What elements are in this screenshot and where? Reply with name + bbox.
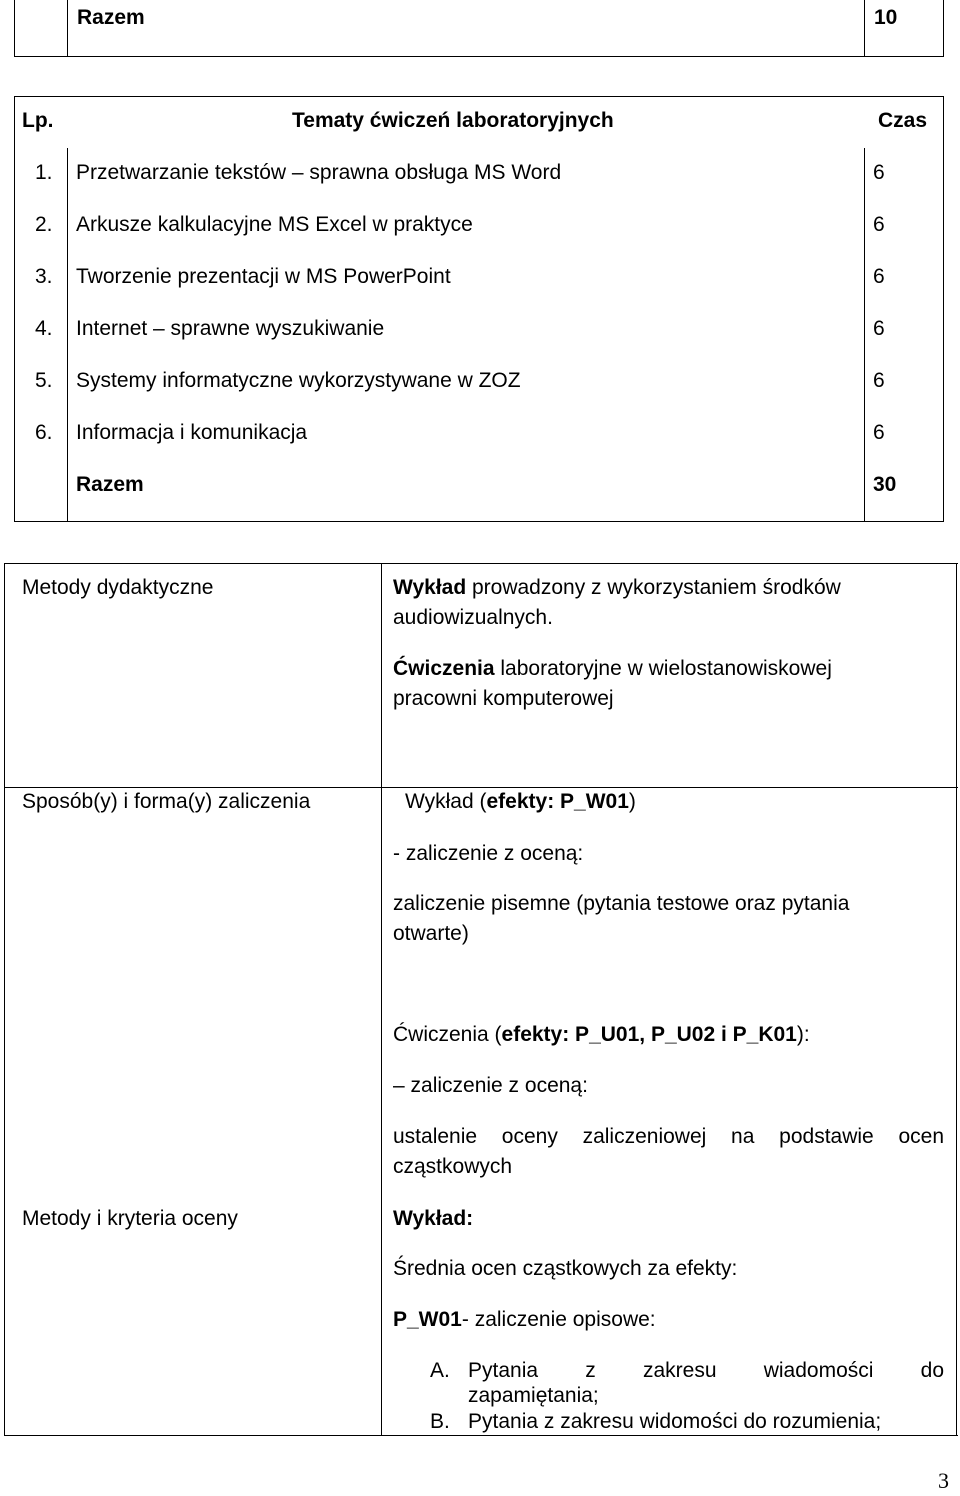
assessment-lecture: Wykład (efekty: P_W01) <box>405 790 636 813</box>
methods-lab-line2: pracowni komputerowej <box>393 687 614 710</box>
row-topic: Przetwarzanie tekstów – sprawna obsługa MS Word <box>76 161 562 184</box>
methods-label: Metody dydaktyczne <box>22 576 214 599</box>
assessment-lab-form-line1: ustalenie oceny zaliczeniowej na podstawie ocen <box>393 1125 944 1148</box>
criteria-effect-code: P_W01 <box>393 1308 462 1331</box>
methods-lecture <box>393 573 841 603</box>
row-time: 6 <box>873 317 885 340</box>
page-number: 3 <box>938 1468 949 1493</box>
assessment-label: Sposób(y) i forma(y) zaliczenia <box>22 790 311 813</box>
row-topic: Tworzenie prezentacji w MS PowerPoint <box>76 265 451 288</box>
criteria-item-line2: zapamiętania; <box>468 1384 599 1407</box>
assessment-lab-effects: efekty: P_U01, P_U02 i P_K01 <box>501 1023 797 1046</box>
top-total-label: Razem <box>77 6 145 29</box>
criteria-item-line1: Pytania z zakresu widomości do rozumienia; <box>468 1410 882 1433</box>
criteria-item-marker: B. <box>430 1410 450 1433</box>
row-lp: 6. <box>35 421 53 444</box>
row-topic: Internet – sprawne wyszukiwanie <box>76 317 385 340</box>
methods-lab <box>393 654 832 684</box>
header-lp: Lp. <box>22 109 54 132</box>
assessment-lecture-effects: efekty: P_W01 <box>486 790 629 813</box>
header-topic: Tematy ćwiczeń laboratoryjnych <box>292 109 614 132</box>
criteria-item-marker: A. <box>430 1359 450 1382</box>
criteria-average-text: Średnia ocen cząstkowych za efekty: <box>393 1257 738 1280</box>
row-time: 6 <box>873 421 885 444</box>
criteria-item-line1: Pytania z zakresu wiadomości do <box>468 1359 944 1382</box>
row-time: 6 <box>873 369 885 392</box>
row-lp: 2. <box>35 213 53 236</box>
methods-lab-rest: laboratoryjne w wielostanowiskowej <box>494 657 832 680</box>
methods-lecture-rest: prowadzony z wykorzystaniem środków <box>466 576 841 599</box>
lab-total-value: 30 <box>873 473 897 496</box>
assessment-lecture-form-line2: otwarte) <box>393 922 469 945</box>
row-lp: 1. <box>35 161 53 184</box>
row-lp: 4. <box>35 317 53 340</box>
methods-lecture-bold: Wykład <box>393 576 467 599</box>
row-time: 6 <box>873 213 885 236</box>
assessment-lab: Ćwiczenia (efekty: P_U01, P_U02 i P_K01): <box>393 1023 810 1046</box>
top-total-value: 10 <box>874 6 898 29</box>
row-time: 6 <box>873 265 885 288</box>
lab-total-label: Razem <box>76 473 144 496</box>
criteria-effect-rest: - zaliczenie opisowe: <box>461 1308 656 1331</box>
methods-lecture-line2: audiowizualnych. <box>393 606 553 629</box>
criteria-label: Metody i kryteria oceny <box>22 1207 238 1230</box>
assessment-lab-credit: – zaliczenie z oceną: <box>393 1074 588 1097</box>
row-topic: Arkusze kalkulacyjne MS Excel w praktyce <box>76 213 473 236</box>
assessment-lab-form-line2: cząstkowych <box>393 1155 513 1178</box>
row-lp: 5. <box>35 369 53 392</box>
assessment-lecture-form-line1: zaliczenie pisemne (pytania testowe oraz pytania <box>393 892 850 915</box>
row-topic: Informacja i komunikacja <box>76 421 308 444</box>
criteria-effect <box>393 1305 656 1335</box>
assessment-lecture-credit: - zaliczenie z oceną: <box>393 842 584 865</box>
row-topic: Systemy informatyczne wykorzystywane w ZOZ <box>76 369 521 392</box>
row-lp: 3. <box>35 265 53 288</box>
criteria-lecture-heading: Wykład: <box>393 1207 474 1230</box>
methods-lab-bold: Ćwiczenia <box>393 657 495 680</box>
header-time: Czas <box>878 109 928 132</box>
row-time: 6 <box>873 161 885 184</box>
